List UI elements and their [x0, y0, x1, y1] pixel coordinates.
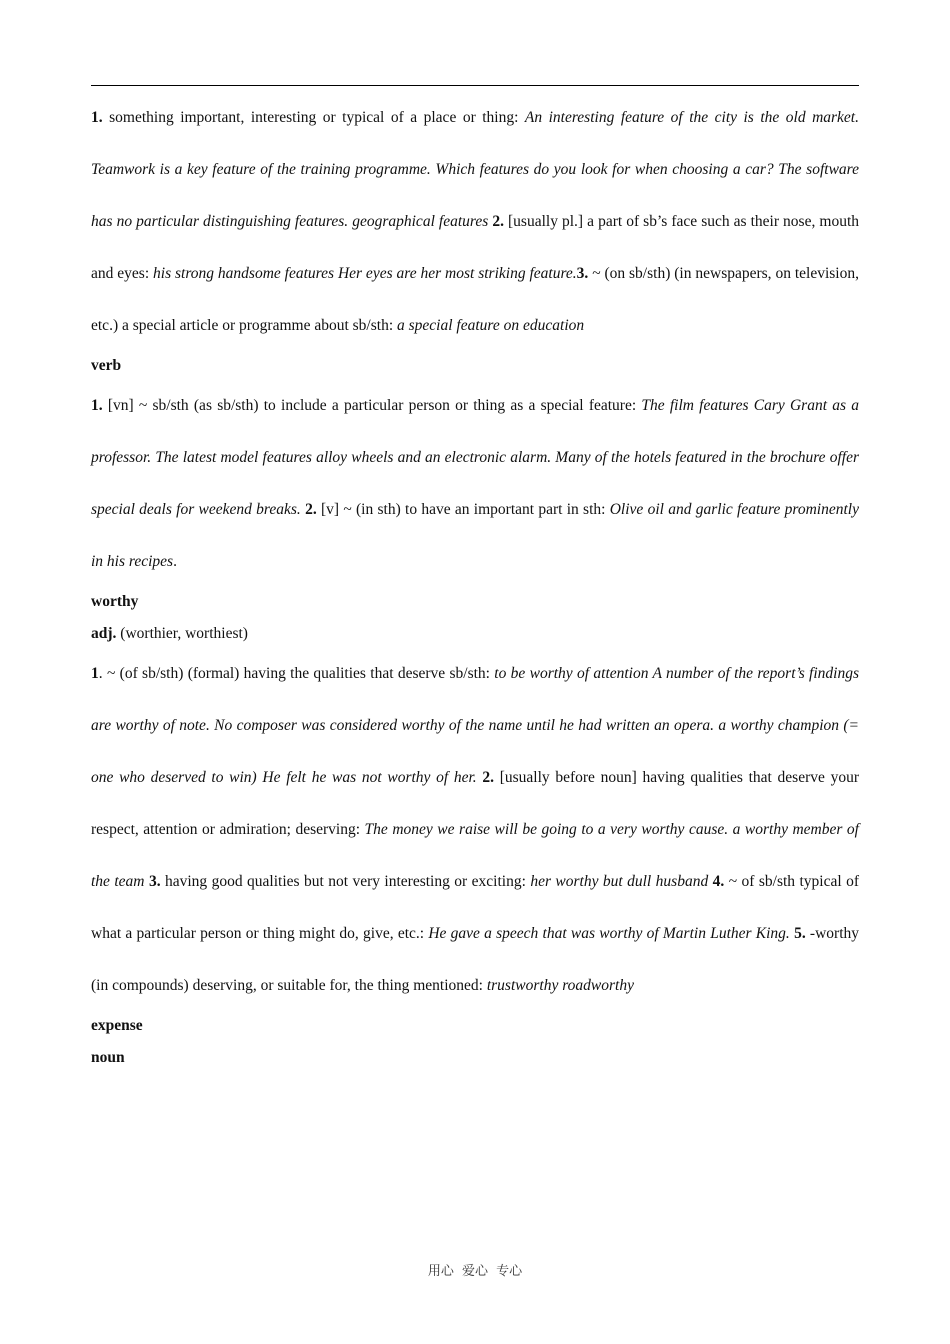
page-footer: 用心 爱心 专心 — [427, 1264, 523, 1279]
example-text: Olive oil and garlic feature prominently in his recipes — [91, 501, 859, 570]
definition-text: . — [173, 553, 177, 570]
sense-number: 5. — [794, 925, 806, 942]
worthy-pos-label: adj. — [91, 625, 117, 642]
definition-text: something important, interesting or typical of a place or thing: — [102, 109, 525, 126]
worthy-definitions — [91, 648, 859, 1012]
definition-text: [usually pl.] a part of sb’s face such as their nose, mouth and eyes: — [91, 213, 860, 282]
example-text: The money we raise will be going to a very worthy cause. a worthy member of the team — [91, 821, 859, 890]
example-text: The film features Cary Grant as a professor. The latest model features alloy wheels and an electronic alarm. Many of the hotels featured in the brochure offer special deals for weekend breaks. — [91, 397, 859, 518]
definition-text: [usually before noun] having qualities that deserve your respect, attention or admiration; deserving: — [91, 769, 859, 838]
sense-number: 1. — [91, 397, 103, 414]
sense-number: 2. — [492, 213, 504, 230]
definition-text: ~ (on sb/sth) (in newspapers, on television, etc.) a special article or programme about sb/sth: — [91, 265, 859, 334]
sense-number: 3. — [148, 873, 161, 890]
definition-text: [vn] ~ sb/sth (as sb/sth) to include a particular person or thing as a special feature: — [102, 397, 642, 414]
example-text: a special feature on education — [397, 317, 585, 334]
header-rule — [91, 85, 859, 86]
example-text: He gave a speech that was worthy of Martin Luther King. — [428, 925, 790, 942]
worthy-headword: worthy — [91, 593, 139, 610]
sense-number: 1 — [91, 665, 99, 682]
sense-number: 2. — [482, 769, 495, 786]
definition-text: -worthy (in compounds) deserving, or suitable for, the thing mentioned: — [91, 925, 860, 994]
sense-number: 4. — [712, 873, 725, 890]
feature-verb-definitions — [91, 380, 859, 588]
verb-heading: verb — [91, 357, 122, 374]
definition-text: ~ of sb/sth typical of what a particular person or thing might do, give, etc.: — [91, 873, 860, 942]
definition-text: having good qualities but not very interesting or exciting: — [160, 873, 531, 890]
sense-number: 1. — [91, 109, 103, 126]
example-text: his strong handsome features Her eyes are her most striking feature. — [153, 265, 577, 282]
definition-text: [v] ~ (in sth) to have an important part in sth: — [316, 501, 610, 518]
feature-noun-definitions — [91, 92, 859, 352]
document-body — [91, 92, 859, 1068]
sense-number: 2. — [305, 501, 317, 518]
example-text: her worthy but dull husband — [530, 873, 709, 890]
expense-headword: expense — [91, 1017, 143, 1034]
example-text: to be worthy of attention A number of the report’s findings are worthy of note. No composer was considered worthy of the name until he had written an opera. a worthy champion (= one who deserved to win) He felt he was not worthy of her. — [91, 665, 859, 786]
expense-pos-heading: noun — [91, 1049, 125, 1066]
example-text: trustworthy roadworthy — [486, 977, 634, 994]
sense-number: 3. — [576, 265, 589, 282]
worthy-pos-line — [91, 624, 859, 644]
worthy-forms: (worthier, worthiest) — [116, 625, 248, 642]
definition-text: . ~ (of sb/sth) (formal) having the qualities that deserve sb/sth: — [98, 665, 495, 682]
example-text: An interesting feature of the city is the old market. Teamwork is a key feature of the training programme. Which features do you look for when choosing a car? The software has no particular distinguishing features. geographical features — [91, 109, 859, 230]
